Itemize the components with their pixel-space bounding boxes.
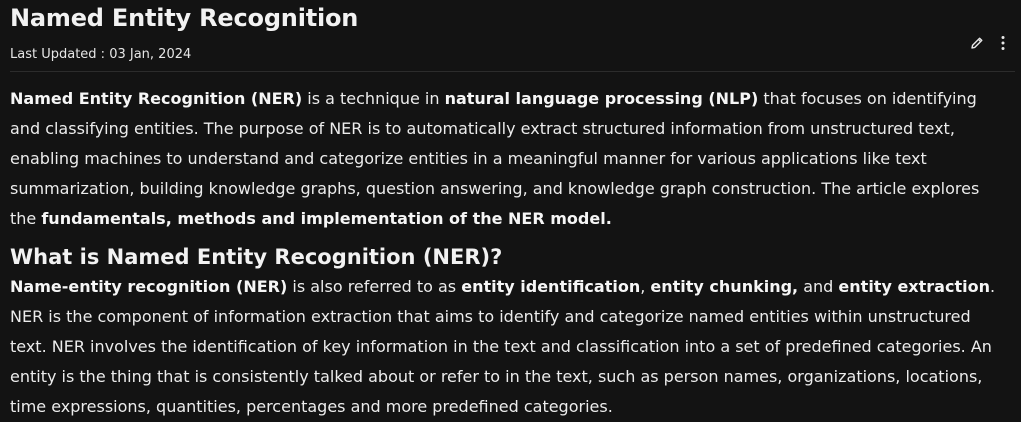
ner-term: Named Entity Recognition (NER) bbox=[10, 89, 303, 108]
intro-paragraph bbox=[10, 84, 1010, 234]
entity-chunking-term: entity chunking, bbox=[650, 277, 799, 296]
article-header bbox=[10, 0, 1015, 72]
section-text-1: is also referred to as bbox=[287, 277, 462, 296]
name-entity-term: Name-entity recognition (NER) bbox=[10, 277, 288, 296]
section-text-4: . NER is the component of information extraction that aims to identify and categorize named entities within unstructured text. NER involves the identification of key information in the text and classification into a set of predefined categories. An entity is the thing that is consistently talked about or refer to in the text, such as person names, organizations, locations, time expressions, quantities, percentages and more predefined categories. bbox=[10, 277, 996, 416]
last-updated bbox=[10, 47, 191, 62]
entity-identification-term: entity identification bbox=[461, 277, 641, 296]
section-text-2: , bbox=[640, 277, 651, 296]
more-vertical-icon[interactable] bbox=[995, 34, 1011, 52]
intro-text-2: that focuses on identifying and classifying entities. The purpose of NER is to automatically extract structured information from unstructured text, enabling machines to understand and categorize entities in a meaningful manner for various applications like text summarization, building knowledge graphs, question answering, and knowledge graph construction. The article explores the bbox=[10, 89, 980, 228]
nlp-term: natural language processing (NLP) bbox=[444, 89, 759, 108]
intro-text-1: is a technique in bbox=[302, 89, 445, 108]
entity-extraction-term: entity extraction bbox=[838, 277, 990, 296]
section-text-3: and bbox=[798, 277, 839, 296]
page-title: Named Entity Recognition bbox=[10, 4, 359, 32]
section-heading: What is Named Entity Recognition (NER)? bbox=[10, 245, 503, 269]
article-body bbox=[10, 84, 1010, 422]
section-paragraph bbox=[10, 272, 1010, 422]
last-updated-date: 03 Jan, 2024 bbox=[109, 47, 192, 62]
pencil-icon[interactable] bbox=[969, 34, 985, 52]
header-actions bbox=[969, 34, 1011, 52]
fundamentals-term: fundamentals, methods and implementation of the NER model. bbox=[41, 209, 612, 228]
last-updated-label: Last Updated : bbox=[10, 47, 106, 62]
